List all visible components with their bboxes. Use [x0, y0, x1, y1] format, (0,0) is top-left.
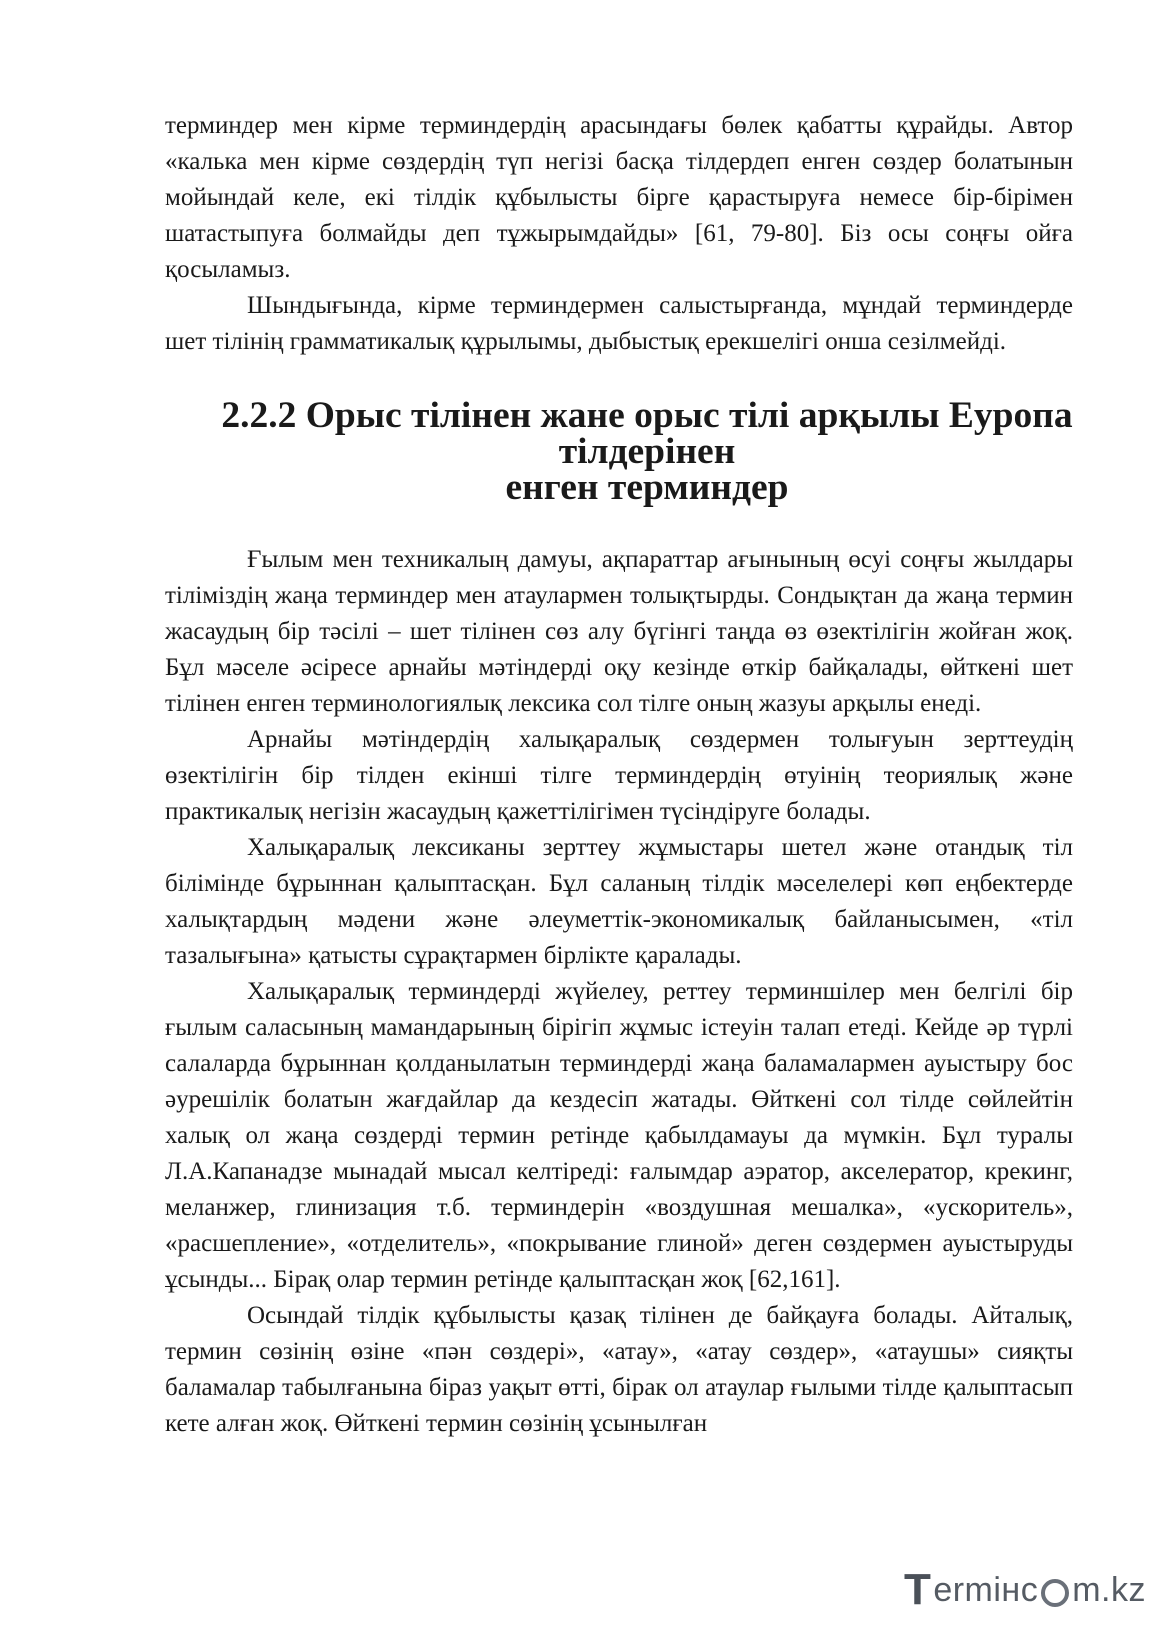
paragraph: Осындай тілдік құбылысты қазақ тілінен де байқауға болады. Айталық, термин сөзінің өзіне «пән сөздері», «атау», «атау сөздер», «атаушы» сияқты баламалар табылғанына біраз уақыт өтті, бірак ол атаулар ғылыми тілде қалыптасып кете алған жоқ. Өйткені термин сөзінің ұсынылған: [165, 1302, 1073, 1437]
paragraph: Халықаралық лексиканы зерттеу жұмыстары шетел және отандық тіл білімінде бұрыннан қалыптасқан. Бұл саланың тілдік мәселелері көп еңбектерде халықтардың мәдени және әлеуметтік-экономикалық байланысымен, «тіл тазалығына» қатысты сұрақтармен бірлікте қаралады.: [165, 834, 1073, 969]
paragraph: Арнайы мәтіндердің халықаралық сөздермен толығуын зерттеудің өзектілігін бір тілден екінші тілге терминдердің өтуінің теориялық және практикалық негізін жасаудың қажеттілігімен түсіндіруге болады.: [165, 726, 1073, 825]
section-heading-line: енген терминдер: [505, 467, 789, 508]
section-heading: [165, 360, 1073, 542]
paragraph-continuation: терминдер мен кірме терминдердің арасындағы бөлек қабатты құрайды. Автор «калька мен кірме сөздердің түп негізі басқа тілдердеп енген сөздер болатынын мойындай келе, екі тілдік құбылысты бірге қарастыруға немесе бір-бірімен шатастыпуға болмайды деп тұжырымдайды» [61, 79-80]. Біз осы соңғы ойға қосыламыз.: [165, 112, 1073, 283]
watermark-text: ermінc: [933, 1570, 1039, 1609]
text-column: [165, 108, 1073, 1442]
termincom-watermark-logo: [904, 1565, 1146, 1615]
watermark-letter-t: T: [903, 1565, 932, 1614]
paragraph: Халықаралық терминдерді жүйелеу, реттеу терминшілер мен белгілі бір ғылым саласының мамандарының бірігіп жұмыс істеуін талап етеді. Кейде әр түрлі салаларда бұрыннан қолданылатын терминдерді жаңа баламалармен ауыстыру бос әурешілік болатын жағдайлар да кездесіп жатады. Өйткені сол тілде сөйлейтін халық ол жаңа сөздерді термин ретінде қабылдамауы да мүмкін. Бұл туралы Л.А.Капанадзе мынадай мысал келтіреді: ғалымдар аэратор, акселератор, крекинг, меланжер, глинизация т.б. терминдерін «воздушная мешалка», «ускоритель», «расшепление», «отделитель», «покрывание глиной» деген сөздермен ауыстыруды ұсынды... Бірақ олар термин ретінде қалыптасқан жоқ [62,161].: [165, 978, 1073, 1293]
section-heading-line: 2.2.2 Орыс тілінен жане орыс тілі арқылы Еуропа тілдерінен: [221, 395, 1073, 472]
paragraph: Шындығында, кірме терминдермен салыстырғанда, мұндай терминдерде шет тілінің грамматикалық құрылымы, дыбыстық ерекшелігі онша сезілмейді.: [165, 292, 1073, 355]
watermark-domain: m.kz: [1072, 1570, 1146, 1609]
watermark-ring-icon: [1041, 1579, 1069, 1607]
paragraph: Ғылым мен техникалың дамуы, ақпараттар ағынының өсуі соңғы жылдары тіліміздің жаңа терминдер мен атаулармен толықтырды. Сондықтан да жаңа термин жасаудың бір тәсілі – шет тілінен сөз алу бүгінгі таңда өз өзектілігін жойған жоқ. Бұл мәселе әсіресе арнайы мәтіндерді оқу кезінде өткір байқалады, өйткені шет тілінен енген терминологиялық лексика сол тілге оның жазуы арқылы енеді.: [165, 546, 1073, 717]
